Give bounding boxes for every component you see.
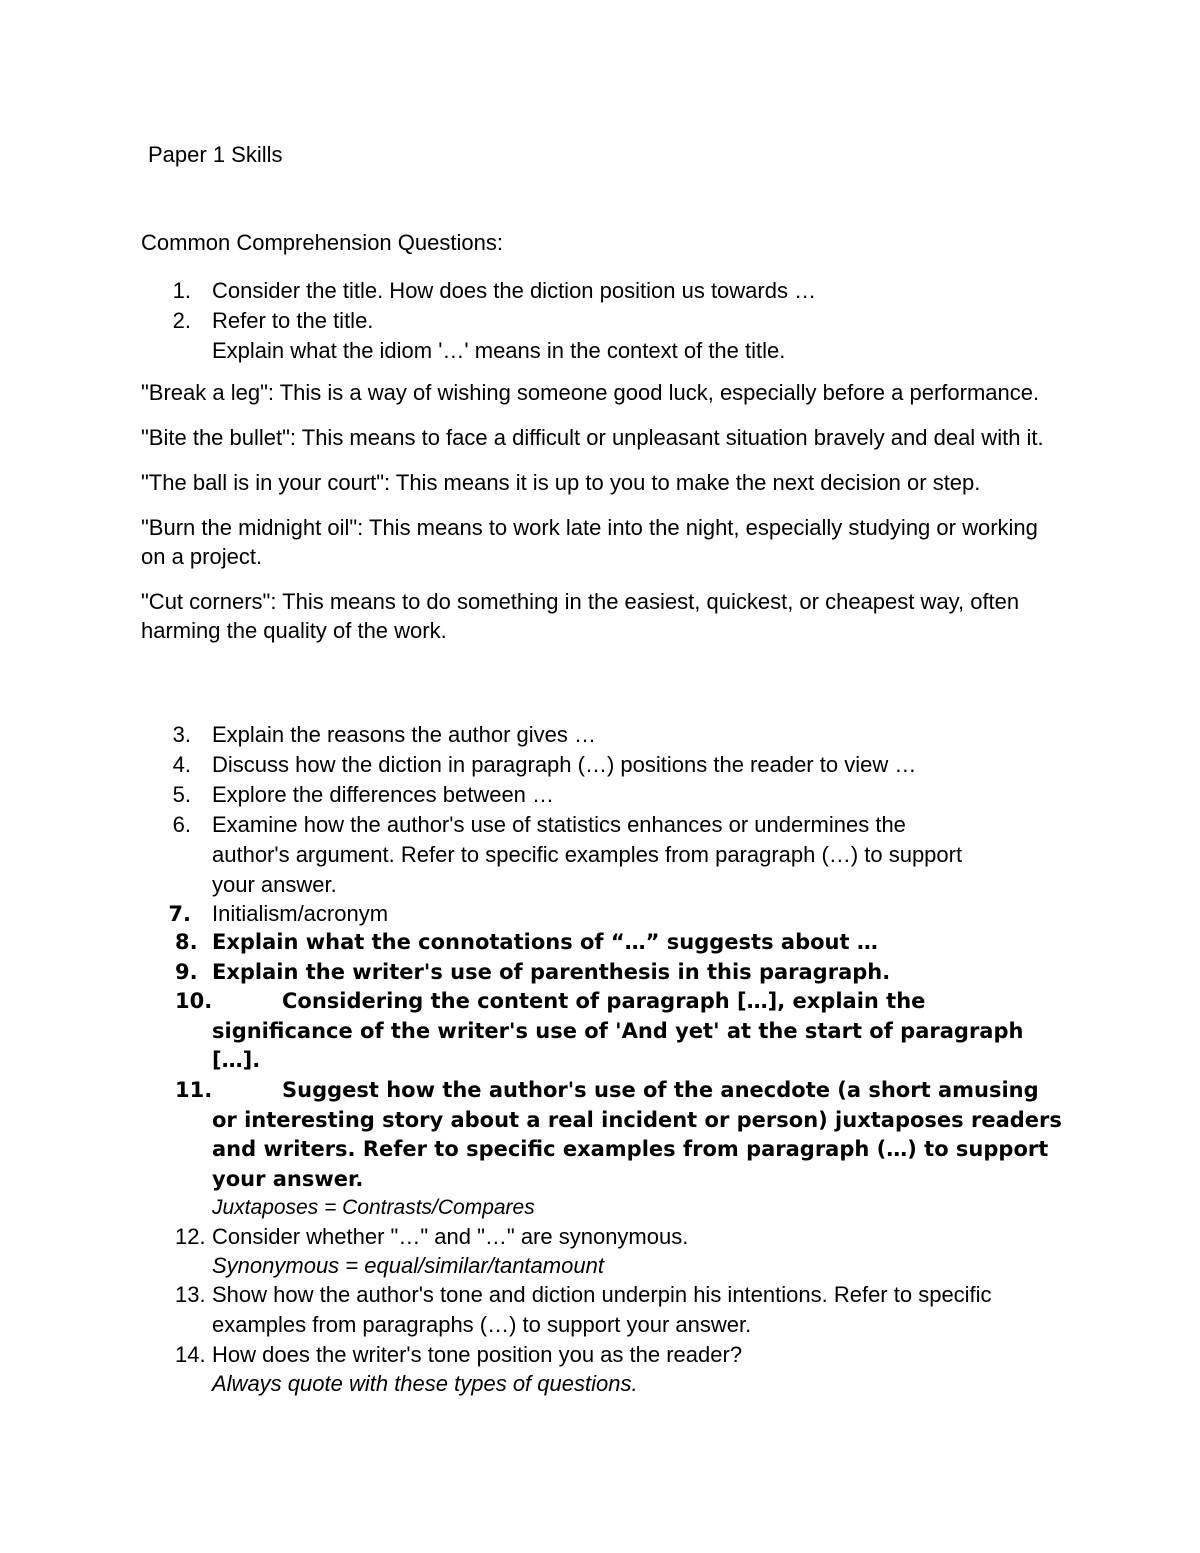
item-text-first-line: Suggest how the author's use of the anecdote (a short amusing (282, 1077, 1039, 1102)
list-item (141, 1076, 1071, 1222)
item-text: […]. (212, 1048, 261, 1073)
definition-note: Synonymous = equal/similar/tantamount (212, 1253, 604, 1279)
definition-note: Juxtaposes = Contrasts/Compares (212, 1196, 535, 1220)
list-item (141, 1340, 1071, 1398)
item-number: 13. (175, 1282, 206, 1308)
item-text: author's argument. Refer to specific examples from paragraph (…) to support (212, 842, 963, 867)
item-text: Explain what the connotations of “…” suggests about … (212, 930, 878, 954)
idiom-paragraph: "The ball is in your court": This means it is up to you to make the next decision or step. (141, 470, 981, 495)
item-number: 10. (175, 989, 213, 1014)
item-text: Refer to the title. (212, 308, 374, 333)
list-item (141, 750, 1071, 780)
item-number: 12. (175, 1224, 206, 1250)
item-text: or interesting story about a real incident or person) juxtaposes readers (212, 1107, 1062, 1132)
item-number: 9. (175, 959, 198, 984)
item-number: 5. (172, 782, 191, 807)
item-text: How does the writer's tone position you as the reader? (212, 1342, 743, 1368)
list-item (141, 780, 1071, 810)
item-text: Consider whether "…" and "…" are synonymous. (212, 1224, 689, 1250)
section-heading: Common Comprehension Questions: (141, 230, 503, 255)
item-text: your answer. (212, 872, 337, 897)
list-item (141, 810, 1071, 900)
question-list-main (141, 720, 1071, 1398)
item-text: Initialism/acronym (212, 901, 389, 926)
page-title: Paper 1 Skills (148, 142, 283, 167)
idiom-paragraph: "Burn the midnight oil": This means to work late into the night, especially studying or working on a project. (141, 515, 1038, 569)
list-item (141, 1222, 1071, 1280)
item-text: significance of the writer's use of 'And yet' at the start of paragraph (212, 1018, 1024, 1043)
list-item (141, 1280, 1071, 1340)
list-item (141, 928, 1071, 958)
item-text (212, 1076, 1071, 1106)
item-text: and writers. Refer to specific examples from paragraph (…) to support (212, 1137, 1049, 1162)
item-number: 8. (175, 930, 198, 954)
item-number: 14. (175, 1342, 206, 1368)
item-number: 4. (172, 752, 191, 777)
item-text: your answer. (212, 1166, 364, 1191)
item-number: 3. (172, 722, 191, 747)
list-item (141, 720, 1071, 750)
item-text: Show how the author's tone and diction underpin his intentions. Refer to specific (212, 1282, 992, 1308)
item-number: 1. (172, 278, 191, 303)
idiom-paragraph: "Bite the bullet": This means to face a difficult or unpleasant situation bravely and deal with it. (141, 425, 1044, 450)
item-text: Consider the title. How does the diction position us towards … (212, 278, 817, 303)
item-text: Discuss how the diction in paragraph (…) positions the reader to view … (212, 752, 917, 777)
list-item (141, 987, 1071, 1076)
list-item (141, 900, 1071, 928)
item-text: Explain what the idiom '…' means in the context of the title. (212, 338, 786, 363)
item-number: 7. (168, 902, 191, 926)
definition-note: Always quote with these types of questions. (212, 1371, 638, 1397)
item-number: 6. (172, 812, 191, 837)
idiom-paragraph: "Break a leg": This is a way of wishing someone good luck, especially before a performance. (141, 380, 1040, 405)
question-list-intro (141, 276, 1071, 366)
item-text: Explore the differences between … (212, 782, 555, 807)
item-text (212, 987, 1071, 1017)
item-number: 2. (172, 308, 191, 333)
list-item (141, 276, 1071, 306)
item-text: examples from paragraphs (…) to support your answer. (212, 1312, 752, 1338)
list-item (141, 958, 1071, 988)
item-text: Explain the reasons the author gives … (212, 722, 597, 747)
idiom-paragraph: "Cut corners": This means to do something in the easiest, quickest, or cheapest way, often harming the quality of the work. (141, 589, 1020, 643)
idiom-examples (141, 378, 1071, 661)
item-text: Examine how the author's use of statistics enhances or undermines the (212, 812, 906, 837)
item-text: Explain the writer's use of parenthesis in this paragraph. (212, 959, 891, 984)
item-number: 11. (175, 1077, 213, 1102)
item-text-first-line: Considering the content of paragraph […], explain the (282, 989, 926, 1014)
list-item (141, 306, 1071, 366)
